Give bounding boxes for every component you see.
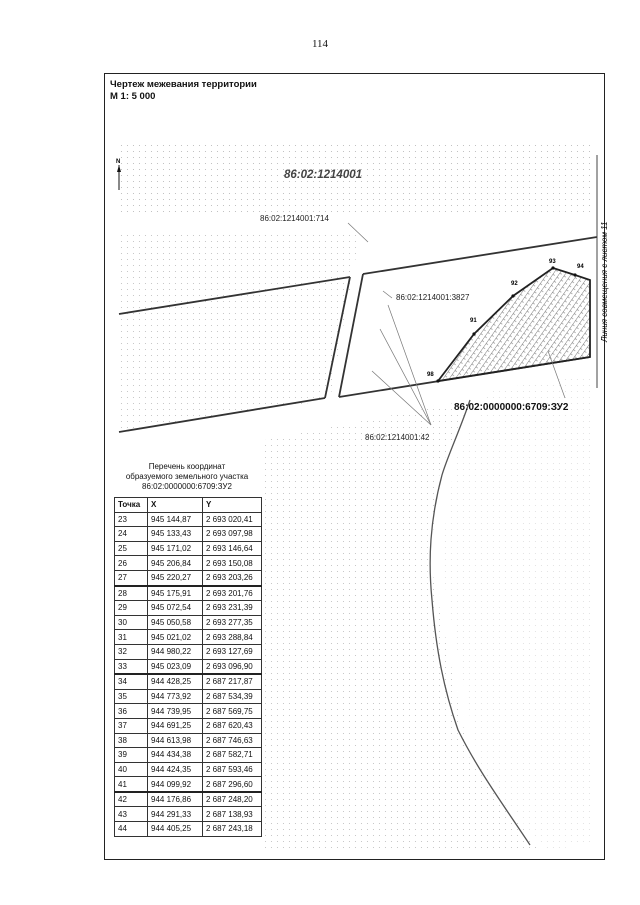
cell-x: 945 133,43 <box>148 527 203 542</box>
cell-point: 37 <box>115 718 148 733</box>
cell-x: 944 980,22 <box>148 644 203 659</box>
table-row <box>115 777 262 792</box>
table-row <box>115 822 262 837</box>
cell-y: 2 687 620,43 <box>203 718 262 733</box>
cell-x: 945 072,54 <box>148 601 203 616</box>
cell-y: 2 687 138,93 <box>203 807 262 822</box>
cell-x: 944 739,95 <box>148 704 203 719</box>
drawing-title <box>110 79 257 103</box>
cell-y: 2 687 569,75 <box>203 704 262 719</box>
match-line-label: Линия совмещения с листом 11 <box>600 221 609 342</box>
cell-y: 2 693 288,84 <box>203 630 262 645</box>
table-row <box>115 748 262 763</box>
cell-x: 945 175,91 <box>148 586 203 601</box>
point-92-marker <box>511 294 514 297</box>
cell-y: 2 693 277,35 <box>203 615 262 630</box>
table-row <box>115 556 262 571</box>
table-row <box>115 527 262 542</box>
cell-point: 31 <box>115 630 148 645</box>
coordinates-table <box>114 497 262 837</box>
cell-y: 2 693 201,76 <box>203 586 262 601</box>
cell-point: 27 <box>115 570 148 585</box>
table-row <box>115 601 262 616</box>
cell-point: 44 <box>115 822 148 837</box>
table-row <box>115 570 262 585</box>
cell-point: 35 <box>115 689 148 704</box>
leader-3827-long <box>388 305 431 425</box>
dotted-area-left <box>120 235 360 430</box>
coordinates-table-body <box>115 512 262 836</box>
drawing-title-line1: Чертеж межевания территории <box>110 79 257 90</box>
cell-y: 2 687 248,20 <box>203 792 262 807</box>
cell-point: 26 <box>115 556 148 571</box>
cell-x: 944 613,98 <box>148 733 203 748</box>
page-number: 114 <box>311 38 329 50</box>
leader-42-a <box>380 329 431 425</box>
table-row <box>115 586 262 601</box>
table-row <box>115 807 262 822</box>
cell-x: 944 291,33 <box>148 807 203 822</box>
coords-caption-line3: 86:02:0000000:6709:ЗУ2 <box>142 482 232 491</box>
cell-point: 29 <box>115 601 148 616</box>
table-row <box>115 630 262 645</box>
north-label: N <box>116 159 121 165</box>
cell-point: 39 <box>115 748 148 763</box>
cell-x: 944 428,25 <box>148 674 203 689</box>
coords-caption-line2: образуемого земельного участка <box>125 472 249 481</box>
point-92-label: 92 <box>511 281 518 287</box>
cell-point: 34 <box>115 674 148 689</box>
cell-x: 945 050,58 <box>148 615 203 630</box>
point-98-marker <box>436 379 439 382</box>
table-row <box>115 644 262 659</box>
parcel-714-label: 86:02:1214001:714 <box>260 214 329 223</box>
cell-point: 24 <box>115 527 148 542</box>
cell-x: 944 405,25 <box>148 822 203 837</box>
table-row <box>115 718 262 733</box>
cell-y: 2 693 203,26 <box>203 570 262 585</box>
parcel-3827-label: 86:02:1214001:3827 <box>396 293 470 302</box>
cell-x: 944 424,35 <box>148 762 203 777</box>
cell-y: 2 687 243,18 <box>203 822 262 837</box>
cell-y: 2 687 593,46 <box>203 762 262 777</box>
table-row <box>115 512 262 527</box>
header-y: Y <box>203 498 262 513</box>
cell-y: 2 693 231,39 <box>203 601 262 616</box>
point-91-marker <box>472 332 475 335</box>
cell-y: 2 687 296,60 <box>203 777 262 792</box>
table-row <box>115 733 262 748</box>
cell-y: 2 687 582,71 <box>203 748 262 763</box>
cell-y: 2 693 150,08 <box>203 556 262 571</box>
cell-point: 28 <box>115 586 148 601</box>
cell-point: 43 <box>115 807 148 822</box>
cell-x: 945 021,02 <box>148 630 203 645</box>
point-94-marker <box>573 273 576 276</box>
cell-point: 32 <box>115 644 148 659</box>
table-row <box>115 541 262 556</box>
cell-x: 944 691,25 <box>148 718 203 733</box>
road-line-upper-right <box>363 237 597 274</box>
header-point: Точка <box>115 498 148 513</box>
cell-point: 30 <box>115 615 148 630</box>
new-parcel-label: 86:02:0000000:6709:ЗУ2 <box>454 402 569 413</box>
parcel-42-label: 86:02:1214001:42 <box>365 433 430 442</box>
cell-y: 2 693 020,41 <box>203 512 262 527</box>
table-row <box>115 762 262 777</box>
cell-point: 38 <box>115 733 148 748</box>
cell-point: 23 <box>115 512 148 527</box>
cell-point: 25 <box>115 541 148 556</box>
cell-x: 945 220,27 <box>148 570 203 585</box>
quarter-number-label: 86:02:1214001 <box>284 169 363 181</box>
cell-point: 42 <box>115 792 148 807</box>
cell-point: 41 <box>115 777 148 792</box>
cell-y: 2 693 146,64 <box>203 541 262 556</box>
cell-x: 945 171,02 <box>148 541 203 556</box>
table-row <box>115 704 262 719</box>
cell-y: 2 693 096,90 <box>203 659 262 674</box>
cell-x: 944 176,86 <box>148 792 203 807</box>
coords-caption-line1: Перечень координат <box>148 462 226 471</box>
cell-x: 944 099,92 <box>148 777 203 792</box>
table-row <box>115 659 262 674</box>
cell-x: 945 023,09 <box>148 659 203 674</box>
drawing-scale: М 1: 5 000 <box>110 91 156 102</box>
cell-y: 2 693 127,69 <box>203 644 262 659</box>
coords-caption <box>112 462 262 492</box>
cell-x: 945 144,87 <box>148 512 203 527</box>
cell-y: 2 687 217,87 <box>203 674 262 689</box>
header-x: X <box>148 498 203 513</box>
leader-3827 <box>383 291 392 298</box>
cell-point: 36 <box>115 704 148 719</box>
cell-y: 2 687 746,63 <box>203 733 262 748</box>
point-93-marker <box>551 266 554 269</box>
cell-y: 2 693 097,98 <box>203 527 262 542</box>
table-row <box>115 615 262 630</box>
point-98-label: 98 <box>427 372 434 378</box>
table-row <box>115 689 262 704</box>
cell-point: 33 <box>115 659 148 674</box>
coordinates-table-header <box>115 498 262 513</box>
point-94-label: 94 <box>577 264 584 270</box>
point-91-label: 91 <box>470 318 477 324</box>
cell-x: 945 206,84 <box>148 556 203 571</box>
cell-x: 944 773,92 <box>148 689 203 704</box>
cell-y: 2 687 534,39 <box>203 689 262 704</box>
cell-point: 40 <box>115 762 148 777</box>
point-93-label: 93 <box>549 259 556 265</box>
table-row <box>115 792 262 807</box>
table-row <box>115 674 262 689</box>
cell-x: 944 434,38 <box>148 748 203 763</box>
